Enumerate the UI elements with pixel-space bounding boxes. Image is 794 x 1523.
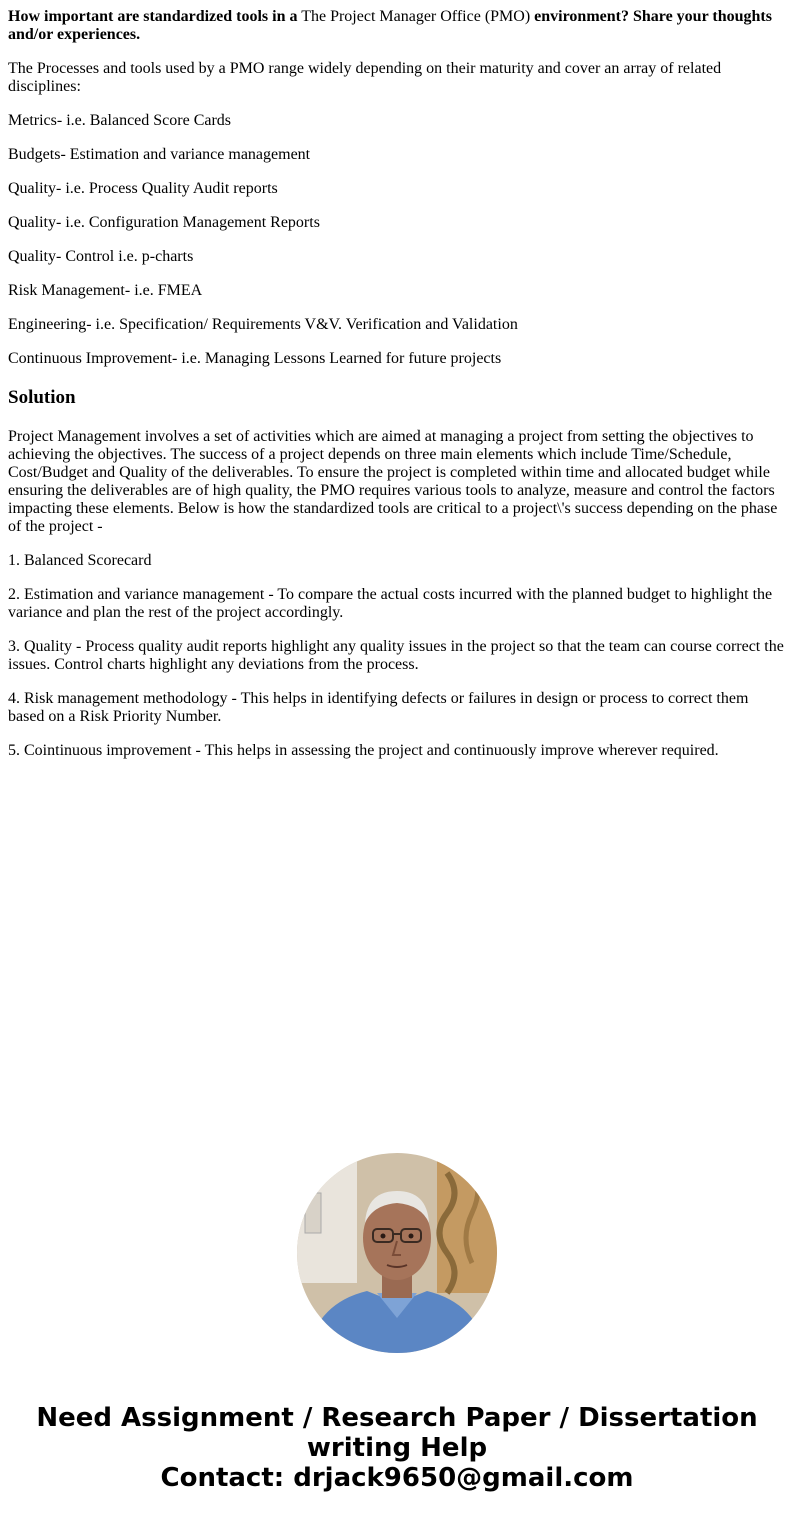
discipline-item: Quality- i.e. Process Quality Audit reports <box>8 180 278 197</box>
discipline-item: Risk Management- i.e. FMEA <box>8 282 203 299</box>
solution-point: 4. Risk management methodology - This helps in identifying defects or failures in design or process to correct them based on a Risk Priority Number. <box>8 690 749 725</box>
promo-contact: Contact: drjack9650@gmail.com <box>160 1463 634 1493</box>
solution-heading: Solution <box>8 387 76 408</box>
solution-point: 5. Cointinuous improvement - This helps in assessing the project and continuously improve wherever required. <box>8 742 719 759</box>
solution-point: 3. Quality - Process quality audit reports highlight any quality issues in the project so that the team can course correct the issues. Control charts highlight any deviations from the process. <box>8 638 784 673</box>
discipline-item: Engineering- i.e. Specification/ Requirements V&V. Verification and Validation <box>8 316 518 333</box>
solution-intro: Project Management involves a set of activities which are aimed at managing a project from setting the objectives to achieving the objectives. The success of a project depends on three main elements which include Time/Schedule, Cost/Budget and Quality of the deliverables. To ensure the project is completed within time and allocated budget while ensuring the deliverables are of high quality, the PMO requires various tools to analyze, measure and control the factors impacting these elements. Below is how the standardized tools are critical to a project\'s success depending on the phase of the project - <box>8 428 778 535</box>
discipline-item: Continuous Improvement- i.e. Managing Lessons Learned for future projects <box>8 350 502 367</box>
discipline-item: Quality- Control i.e. p-charts <box>8 248 194 265</box>
discipline-item: Budgets- Estimation and variance management <box>8 146 311 163</box>
document-body <box>8 8 786 776</box>
promo-line-1: Need Assignment / Research Paper / Dissertation <box>36 1403 758 1433</box>
question-normal-middle: The Project Manager Office (PMO) <box>297 8 535 25</box>
question-title <box>8 8 786 44</box>
solution-point: 1. Balanced Scorecard <box>8 552 152 569</box>
promo-banner <box>0 1403 794 1493</box>
question-bold-start: How important are standardized tools in a <box>8 8 298 25</box>
discipline-item: Metrics- i.e. Balanced Score Cards <box>8 112 232 129</box>
question-bold-end: environment? Share your thoughts and/or experiences. <box>8 8 772 43</box>
intro-paragraph: The Processes and tools used by a PMO range widely depending on their maturity and cover an array of related disciplines: <box>8 60 722 95</box>
discipline-item: Quality- i.e. Configuration Management Reports <box>8 214 320 231</box>
author-avatar <box>297 1153 497 1353</box>
author-portrait-image <box>297 1153 497 1353</box>
promo-line-2: writing Help <box>306 1433 488 1463</box>
solution-point: 2. Estimation and variance management - To compare the actual costs incurred with the planned budget to highlight the variance and plan the rest of the project accordingly. <box>8 586 773 621</box>
